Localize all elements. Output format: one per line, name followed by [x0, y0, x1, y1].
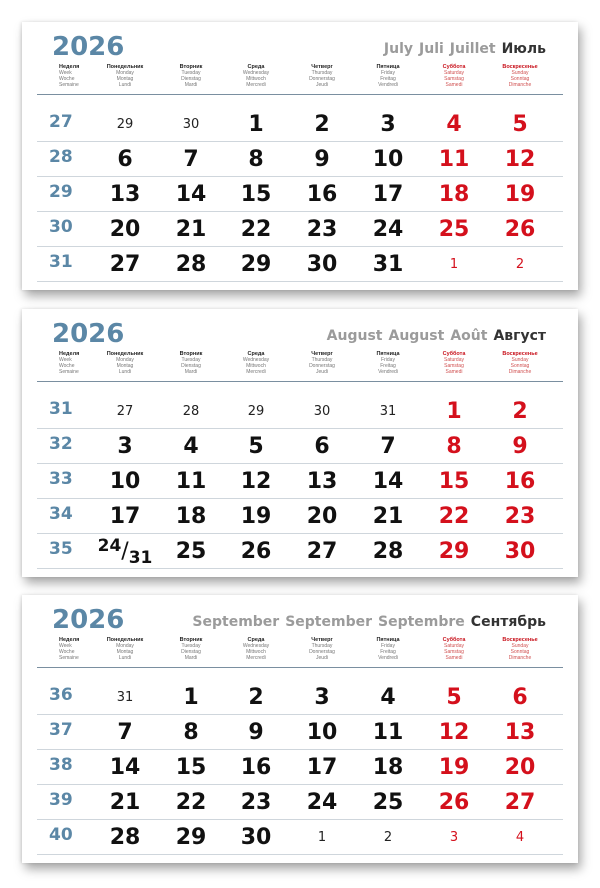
week-number: 37 — [49, 720, 73, 740]
day-header — [296, 351, 348, 375]
day-header-en: Thursday — [311, 357, 333, 363]
month-name-ru: Июль — [501, 41, 546, 57]
day-cell: 20 — [504, 755, 536, 780]
day-header-ru: Четверг — [311, 637, 333, 643]
day-cell: 13 — [109, 182, 141, 207]
month-names — [384, 41, 546, 57]
day-header-ru: Четверг — [311, 351, 333, 357]
week-number: 32 — [49, 434, 73, 454]
day-cell: 10 — [109, 469, 141, 494]
day-cell: 12 — [438, 720, 470, 745]
week-number: 31 — [49, 252, 73, 272]
day-cell: 30 — [182, 117, 200, 132]
week-row — [22, 464, 578, 499]
day-cell: 11 — [175, 469, 207, 494]
day-cell: 27 — [109, 252, 141, 277]
day-header-ru: Пятница — [376, 64, 400, 70]
day-cell: 30 — [504, 539, 536, 564]
row-divider — [37, 568, 563, 569]
day-header — [165, 64, 217, 88]
day-header-ru: Пятница — [376, 351, 400, 357]
day-header-de: Sonntag — [510, 76, 530, 82]
day-header-fr: Mercredi — [246, 655, 266, 661]
day-cell: 25 — [175, 539, 207, 564]
month-name: Août — [450, 328, 488, 344]
month-name-ru: Сентябрь — [470, 614, 546, 630]
row-divider — [37, 281, 563, 282]
day-header-ru: Суббота — [442, 64, 466, 70]
day-header-en: Monday — [116, 357, 134, 363]
week-row — [22, 247, 578, 282]
day-header-en: Week — [59, 357, 72, 363]
week-row — [22, 715, 578, 750]
day-cell: 26 — [240, 539, 272, 564]
day-header-fr: Samedi — [445, 82, 463, 88]
day-cell: 9 — [512, 434, 528, 459]
week-number: 30 — [49, 217, 73, 237]
day-cell: 18 — [438, 182, 470, 207]
day-header-fr: Lundi — [118, 369, 132, 375]
day-cell: 21 — [372, 504, 404, 529]
day-header-de: Donnerstag — [309, 649, 335, 655]
day-cell: 26 — [438, 790, 470, 815]
day-header-ru: Воскресенье — [502, 637, 538, 643]
month-name: September — [285, 614, 372, 630]
day-cell: 19 — [240, 504, 272, 529]
day-cell: 29 — [438, 539, 470, 564]
day-cell: 22 — [240, 217, 272, 242]
day-cell: 4 — [446, 112, 462, 137]
month-name: August — [326, 328, 383, 344]
day-cell: 2 — [383, 830, 393, 845]
day-header-en: Monday — [116, 643, 134, 649]
day-cell: 28 — [372, 539, 404, 564]
header-divider — [37, 381, 563, 382]
month-name-ru: Август — [493, 328, 546, 344]
day-cell: 14 — [175, 182, 207, 207]
day-header-ru: Суббота — [442, 637, 466, 643]
day-cell: 6 — [117, 147, 133, 172]
day-header — [362, 637, 414, 661]
day-cell: 27 — [306, 539, 338, 564]
day-cell: 2 — [314, 112, 330, 137]
day-cell: 17 — [109, 504, 141, 529]
day-cell: 4 — [183, 434, 199, 459]
month-card — [22, 595, 578, 863]
day-cell: 15 — [240, 182, 272, 207]
day-cell: 3 — [380, 112, 396, 137]
day-cell: 10 — [372, 147, 404, 172]
year-label: 2026 — [52, 319, 125, 349]
month-card — [22, 22, 578, 290]
day-cell: 28 — [182, 404, 200, 419]
day-cell: 2 — [515, 257, 525, 272]
month-name: July — [383, 41, 414, 57]
day-header-en: Saturday — [443, 643, 464, 649]
day-cell: 19 — [438, 755, 470, 780]
week-row — [22, 429, 578, 464]
day-header — [99, 637, 151, 661]
day-header-ru: Понедельник — [106, 351, 144, 357]
day-cell: 26 — [504, 217, 536, 242]
day-header-de: Woche — [59, 363, 75, 369]
day-cell: 3 — [449, 830, 459, 845]
day-header — [296, 637, 348, 661]
day-cell: 13 — [306, 469, 338, 494]
day-cell: 12 — [504, 147, 536, 172]
day-cell: 11 — [372, 720, 404, 745]
day-header-en: Sunday — [511, 643, 529, 649]
day-header-de: Sonntag — [510, 363, 530, 369]
day-cell — [92, 534, 158, 569]
split-date-second: 31 — [128, 548, 153, 568]
day-cell: 18 — [372, 755, 404, 780]
day-header-fr: Vendredi — [378, 82, 398, 88]
day-header-en: Sunday — [511, 70, 529, 76]
day-cell: 24 — [372, 217, 404, 242]
day-cell: 7 — [380, 434, 396, 459]
day-cell: 24 — [306, 790, 338, 815]
day-header-de: Samstag — [444, 76, 464, 82]
day-header-fr: Semaine — [59, 369, 79, 375]
day-cell: 11 — [438, 147, 470, 172]
week-row — [22, 142, 578, 177]
day-header-ru: Неделя — [59, 637, 80, 643]
day-cell: 5 — [512, 112, 528, 137]
day-cell: 31 — [116, 690, 134, 705]
day-header — [428, 64, 480, 88]
day-cell: 2 — [248, 685, 264, 710]
day-cell: 22 — [175, 790, 207, 815]
day-cell: 12 — [240, 469, 272, 494]
day-header-fr: Mercredi — [246, 82, 266, 88]
day-cell: 1 — [248, 112, 264, 137]
week-number: 38 — [49, 755, 73, 775]
day-cell: 28 — [109, 825, 141, 850]
week-number: 34 — [49, 504, 73, 524]
day-cell: 5 — [446, 685, 462, 710]
day-cell: 16 — [504, 469, 536, 494]
day-header — [428, 637, 480, 661]
day-cell: 20 — [109, 217, 141, 242]
day-header-ru: Среда — [247, 351, 265, 357]
day-cell: 29 — [116, 117, 134, 132]
day-cell: 21 — [175, 217, 207, 242]
day-header-de: Montag — [116, 649, 134, 655]
day-header-fr: Lundi — [118, 655, 132, 661]
month-name: August — [388, 328, 445, 344]
day-header — [494, 351, 546, 375]
day-header-en: Friday — [381, 357, 395, 363]
day-cell: 16 — [240, 755, 272, 780]
day-header-ru: Понедельник — [106, 64, 144, 70]
day-cell: 13 — [504, 720, 536, 745]
week-row — [22, 177, 578, 212]
day-cell: 30 — [313, 404, 331, 419]
day-cell: 8 — [248, 147, 264, 172]
day-cell: 31 — [379, 404, 397, 419]
day-cell: 1 — [449, 257, 459, 272]
day-header — [494, 64, 546, 88]
day-cell: 29 — [247, 404, 265, 419]
day-header-ru: Неделя — [59, 351, 80, 357]
day-header-ru: Пятница — [376, 637, 400, 643]
day-cell: 23 — [240, 790, 272, 815]
day-cell: 23 — [306, 217, 338, 242]
day-header-fr: Semaine — [59, 82, 79, 88]
day-header-en: Saturday — [443, 357, 464, 363]
day-header-de: Mittwoch — [246, 649, 266, 655]
week-row — [22, 820, 578, 855]
week-number: 39 — [49, 790, 73, 810]
day-header-de: Mittwoch — [246, 76, 266, 82]
day-header — [165, 351, 217, 375]
day-header-fr: Vendredi — [378, 369, 398, 375]
day-header-de: Donnerstag — [309, 363, 335, 369]
day-header-en: Tuesday — [181, 643, 201, 649]
day-cell: 16 — [306, 182, 338, 207]
day-cell: 27 — [116, 404, 134, 419]
month-names — [192, 614, 546, 630]
week-row — [22, 212, 578, 247]
day-cell: 4 — [380, 685, 396, 710]
day-header-ru: Понедельник — [106, 637, 144, 643]
day-header-fr: Mercredi — [246, 369, 266, 375]
day-header-en: Wednesday — [242, 643, 270, 649]
day-header-fr: Mardi — [184, 82, 198, 88]
week-row — [22, 394, 578, 429]
day-cell: 19 — [504, 182, 536, 207]
day-cell: 14 — [372, 469, 404, 494]
month-name: Septembre — [378, 614, 465, 630]
day-cell: 7 — [183, 147, 199, 172]
day-cell: 7 — [117, 720, 133, 745]
day-cell: 27 — [504, 790, 536, 815]
day-header-ru: Воскресенье — [502, 351, 538, 357]
day-header-de: Dienstag — [181, 649, 201, 655]
day-header-fr: Lundi — [118, 82, 132, 88]
week-row — [22, 680, 578, 715]
day-header-en: Tuesday — [181, 70, 201, 76]
day-header — [362, 64, 414, 88]
day-header-de: Dienstag — [181, 76, 201, 82]
year-label: 2026 — [52, 605, 125, 635]
day-cell: 10 — [306, 720, 338, 745]
day-header — [230, 637, 282, 661]
day-header-ru: Среда — [247, 64, 265, 70]
day-header-fr: Jeudi — [316, 369, 328, 375]
day-header-de: Woche — [59, 76, 75, 82]
day-cell: 18 — [175, 504, 207, 529]
day-header — [428, 351, 480, 375]
day-header — [99, 351, 151, 375]
day-cell: 8 — [446, 434, 462, 459]
week-number: 29 — [49, 182, 73, 202]
week-number: 40 — [49, 825, 73, 845]
day-header-en: Friday — [381, 70, 395, 76]
week-row — [22, 499, 578, 534]
day-header-de: Montag — [116, 76, 134, 82]
day-header-fr: Semaine — [59, 655, 79, 661]
day-cell: 21 — [109, 790, 141, 815]
day-header-de: Samstag — [444, 363, 464, 369]
split-date-first: 24 — [97, 536, 122, 556]
week-row — [22, 750, 578, 785]
day-header-en: Monday — [116, 70, 134, 76]
year-label: 2026 — [52, 32, 125, 62]
day-header-ru: Неделя — [59, 64, 80, 70]
day-cell: 9 — [314, 147, 330, 172]
day-header-fr: Dimanche — [508, 82, 532, 88]
row-divider — [37, 854, 563, 855]
day-cell: 25 — [372, 790, 404, 815]
day-header-en: Sunday — [511, 357, 529, 363]
day-cell: 31 — [372, 252, 404, 277]
day-header-de: Freitag — [380, 363, 396, 369]
day-header-de: Donnerstag — [309, 76, 335, 82]
day-header — [165, 637, 217, 661]
day-cell: 14 — [109, 755, 141, 780]
day-cell: 23 — [504, 504, 536, 529]
day-cell: 5 — [248, 434, 264, 459]
header-divider — [37, 94, 563, 95]
day-header-ru: Суббота — [442, 351, 466, 357]
day-cell: 28 — [175, 252, 207, 277]
day-header — [230, 351, 282, 375]
day-cell: 3 — [117, 434, 133, 459]
day-header-de: Mittwoch — [246, 363, 266, 369]
day-cell: 29 — [175, 825, 207, 850]
day-header-ru: Вторник — [179, 351, 203, 357]
day-header-en: Tuesday — [181, 357, 201, 363]
day-cell: 4 — [515, 830, 525, 845]
day-cell: 1 — [183, 685, 199, 710]
day-cell: 17 — [306, 755, 338, 780]
day-header-en: Thursday — [311, 643, 333, 649]
day-header-en: Wednesday — [242, 357, 270, 363]
day-header-fr: Mardi — [184, 655, 198, 661]
day-header-fr: Jeudi — [316, 655, 328, 661]
day-cell: 15 — [438, 469, 470, 494]
day-header-fr: Samedi — [445, 369, 463, 375]
month-name: Juli — [419, 41, 444, 57]
month-card — [22, 309, 578, 577]
month-name: Juillet — [449, 41, 496, 57]
week-number: 33 — [49, 469, 73, 489]
day-header-ru: Вторник — [179, 637, 203, 643]
week-row — [22, 107, 578, 142]
week-number: 36 — [49, 685, 73, 705]
day-cell: 8 — [183, 720, 199, 745]
day-cell: 30 — [240, 825, 272, 850]
day-cell: 6 — [512, 685, 528, 710]
day-header-en: Friday — [381, 643, 395, 649]
week-number: 28 — [49, 147, 73, 167]
day-header-ru: Четверг — [311, 64, 333, 70]
header-divider — [37, 667, 563, 668]
day-cell: 1 — [446, 399, 462, 424]
day-header — [362, 351, 414, 375]
day-header-de: Dienstag — [181, 363, 201, 369]
month-names — [327, 328, 546, 344]
week-number: 31 — [49, 399, 73, 419]
day-header-fr: Samedi — [445, 655, 463, 661]
day-cell: 25 — [438, 217, 470, 242]
day-cell: 2 — [512, 399, 528, 424]
day-header-de: Freitag — [380, 649, 396, 655]
day-header-de: Samstag — [444, 649, 464, 655]
day-cell: 9 — [248, 720, 264, 745]
day-cell: 20 — [306, 504, 338, 529]
day-header-ru: Среда — [247, 637, 265, 643]
day-cell: 29 — [240, 252, 272, 277]
day-header-de: Sonntag — [510, 649, 530, 655]
day-cell: 3 — [314, 685, 330, 710]
day-header-de: Woche — [59, 649, 75, 655]
month-name: September — [192, 614, 280, 630]
day-header-en: Wednesday — [242, 70, 270, 76]
week-row — [22, 785, 578, 820]
week-number: 27 — [49, 112, 73, 132]
day-cell: 17 — [372, 182, 404, 207]
day-header — [296, 64, 348, 88]
day-header-fr: Dimanche — [508, 369, 532, 375]
split-date — [97, 536, 153, 568]
day-header-en: Week — [59, 70, 72, 76]
day-header-fr: Vendredi — [378, 655, 398, 661]
day-header-en: Saturday — [443, 70, 464, 76]
day-header-en: Week — [59, 643, 72, 649]
day-cell: 30 — [306, 252, 338, 277]
day-header — [494, 637, 546, 661]
day-header-ru: Воскресенье — [502, 64, 538, 70]
week-number: 35 — [49, 539, 73, 559]
day-header-de: Montag — [116, 363, 134, 369]
day-header-fr: Mardi — [184, 369, 198, 375]
day-header — [99, 64, 151, 88]
day-cell: 15 — [175, 755, 207, 780]
day-header-fr: Dimanche — [508, 655, 532, 661]
day-header-de: Freitag — [380, 76, 396, 82]
day-header-en: Thursday — [311, 70, 333, 76]
day-header-ru: Вторник — [179, 64, 203, 70]
day-cell: 1 — [317, 830, 327, 845]
day-header-fr: Jeudi — [316, 82, 328, 88]
day-cell: 6 — [314, 434, 330, 459]
week-row — [22, 534, 578, 569]
split-date-slash: / — [121, 539, 129, 564]
day-header — [230, 64, 282, 88]
day-cell: 22 — [438, 504, 470, 529]
